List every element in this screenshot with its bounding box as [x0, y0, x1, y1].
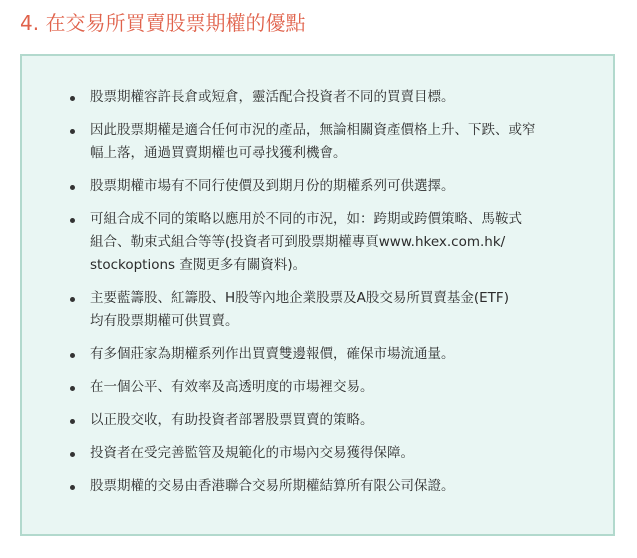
- list-item: [70, 442, 605, 465]
- list-item: [70, 475, 605, 498]
- bullet-dot-icon: [70, 129, 75, 134]
- list-item-line: 幅上落，通過買賣期權也可尋找獲利機會。: [90, 145, 347, 161]
- list-item-line: 投資者在受完善監管及規範化的市場內交易獲得保障。: [90, 445, 414, 461]
- list-item-line: 在一個公平、有效率及高透明度的市場裡交易。: [90, 379, 374, 395]
- bullet-dot-icon: [70, 386, 75, 391]
- advantages-panel: [20, 54, 615, 536]
- list-item-line: 股票期權容許長倉或短倉，靈活配合投資者不同的買賣目標。: [90, 89, 455, 105]
- list-item: [70, 343, 605, 366]
- list-item-line: 均有股票期權可供買賣。: [90, 313, 239, 329]
- bullet-dot-icon: [70, 452, 75, 457]
- list-item-line: 股票期權的交易由香港聯合交易所期權結算所有限公司保證。: [90, 478, 455, 494]
- list-item: [70, 409, 605, 432]
- bullet-dot-icon: [70, 185, 75, 190]
- list-item-line: 主要藍籌股、紅籌股、H股等內地企業股票及A股交易所買賣基金(ETF): [90, 290, 509, 306]
- list-item: [70, 119, 605, 165]
- list-item: [70, 86, 605, 109]
- list-item: [70, 376, 605, 399]
- bullet-dot-icon: [70, 297, 75, 302]
- list-item-line: 組合、勒束式組合等等(投資者可到股票期權專頁www.hkex.com.hk/: [90, 234, 506, 250]
- list-item: [70, 208, 605, 277]
- list-item: [70, 287, 605, 333]
- bullet-dot-icon: [70, 419, 75, 424]
- bullet-dot-icon: [70, 96, 75, 101]
- list-item-line: stockoptions 查閱更多有關資料)。: [90, 257, 307, 273]
- list-item-line: 股票期權市場有不同行使價及到期月份的期權系列可供選擇。: [90, 178, 455, 194]
- list-item-line: 有多個莊家為期權系列作出買賣雙邊報價，確保市場流通量。: [90, 346, 455, 362]
- list-item-line: 可組合成不同的策略以應用於不同的市況，如：跨期或跨價策略、馬鞍式: [90, 211, 522, 227]
- bullet-dot-icon: [70, 218, 75, 223]
- list-item: [70, 175, 605, 198]
- bullet-dot-icon: [70, 353, 75, 358]
- advantages-list: [70, 86, 605, 508]
- bullet-dot-icon: [70, 485, 75, 490]
- list-item-line: 以正股交收，有助投資者部署股票買賣的策略。: [90, 412, 374, 428]
- list-item-line: 因此股票期權是適合任何市況的產品，無論相關資產價格上升、下跌、或窄: [90, 122, 536, 138]
- section-heading: 4. 在交易所買賣股票期權的優點: [20, 11, 306, 35]
